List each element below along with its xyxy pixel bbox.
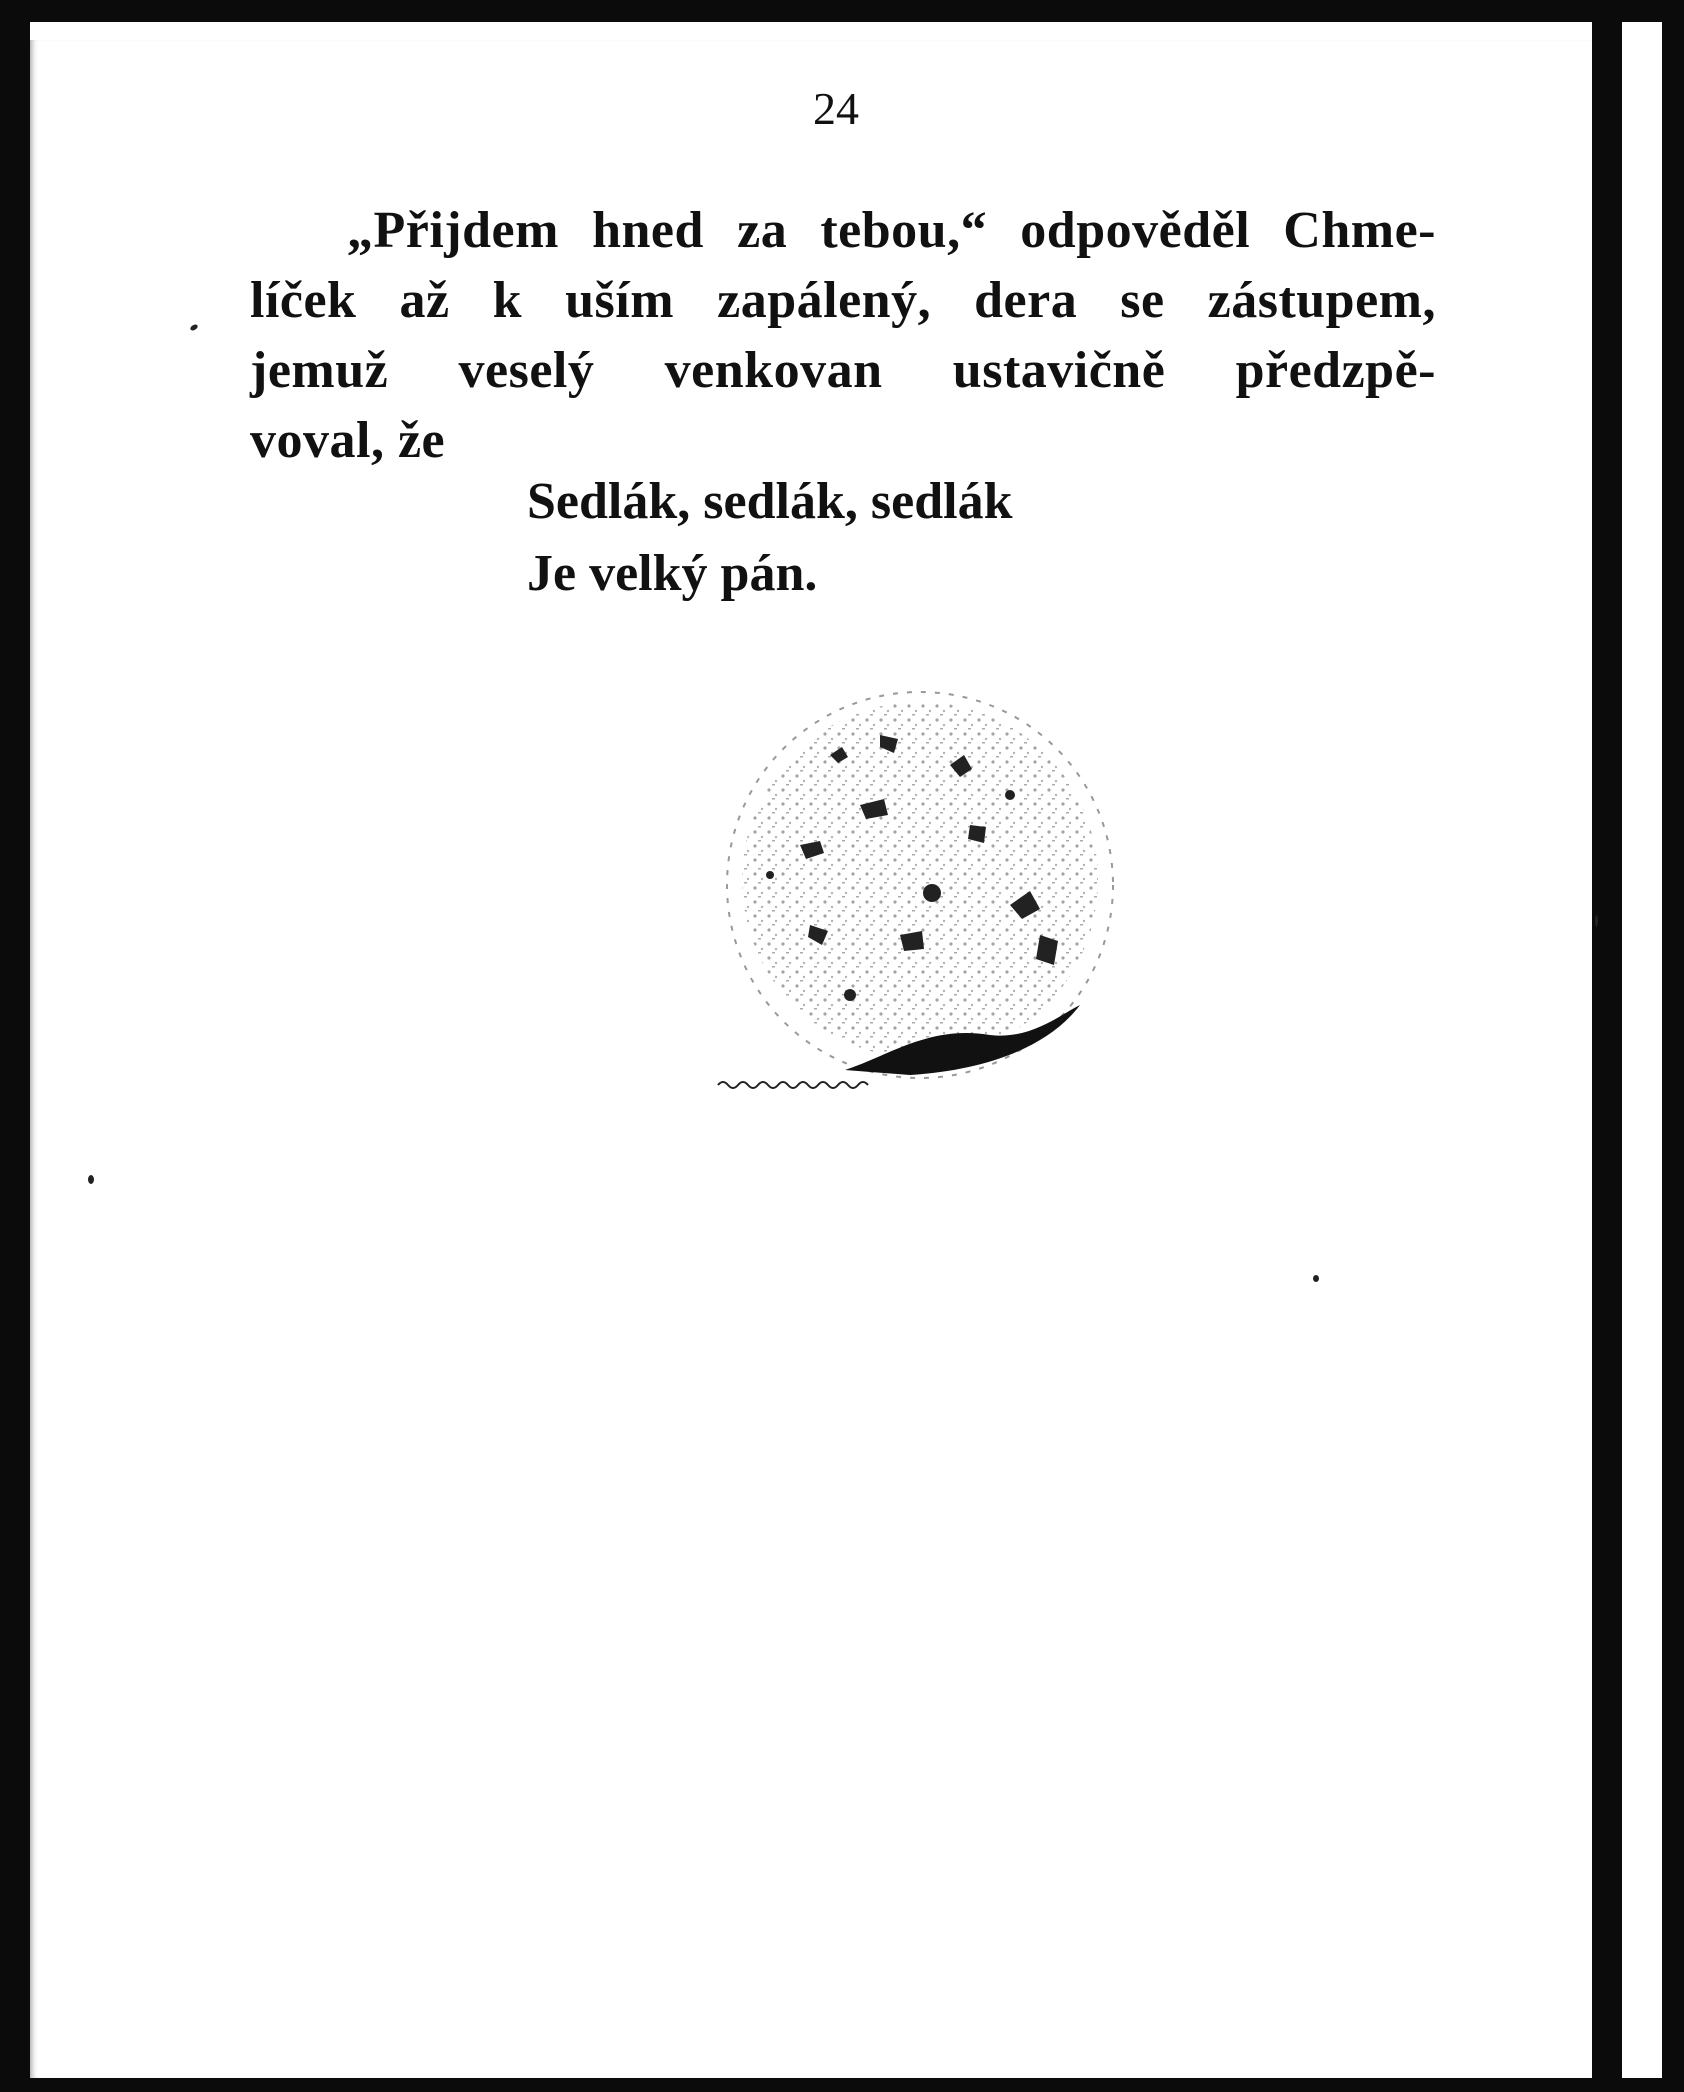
paragraph-line: voval, že: [250, 412, 446, 469]
ink-speck: [1595, 915, 1598, 927]
verse-block: [527, 466, 1013, 610]
paragraph-line: jemuž veselý venkovan ustavičně předzpě-: [250, 342, 1436, 399]
ink-speck: [88, 1175, 94, 1184]
body-paragraph: [250, 196, 1436, 476]
paragraph-line: líček až k uším zapálený, dera se zástupem,: [250, 272, 1436, 329]
paragraph-line: „Přijdem hned za tebou,“ odpověděl Chme-: [347, 202, 1436, 259]
book-gutter: [1592, 0, 1622, 2092]
ink-speck: [1313, 1275, 1319, 1282]
verse-line: Je velký pán.: [527, 545, 818, 602]
page-number: 24: [813, 83, 859, 134]
verse-line: Sedlák, sedlák, sedlák: [527, 473, 1013, 530]
adjacent-page-edge: [1622, 22, 1662, 2078]
scan-border-top: [0, 0, 1684, 22]
vignette-stipple: [742, 702, 1098, 1058]
scan-border-left: [0, 0, 30, 2092]
scan-border-bottom: [0, 2078, 1684, 2092]
decorative-vignette-illustration: [710, 675, 1130, 1115]
scan-border-right: [1662, 0, 1684, 2092]
vignette-wavy-baseline: [718, 1082, 868, 1088]
